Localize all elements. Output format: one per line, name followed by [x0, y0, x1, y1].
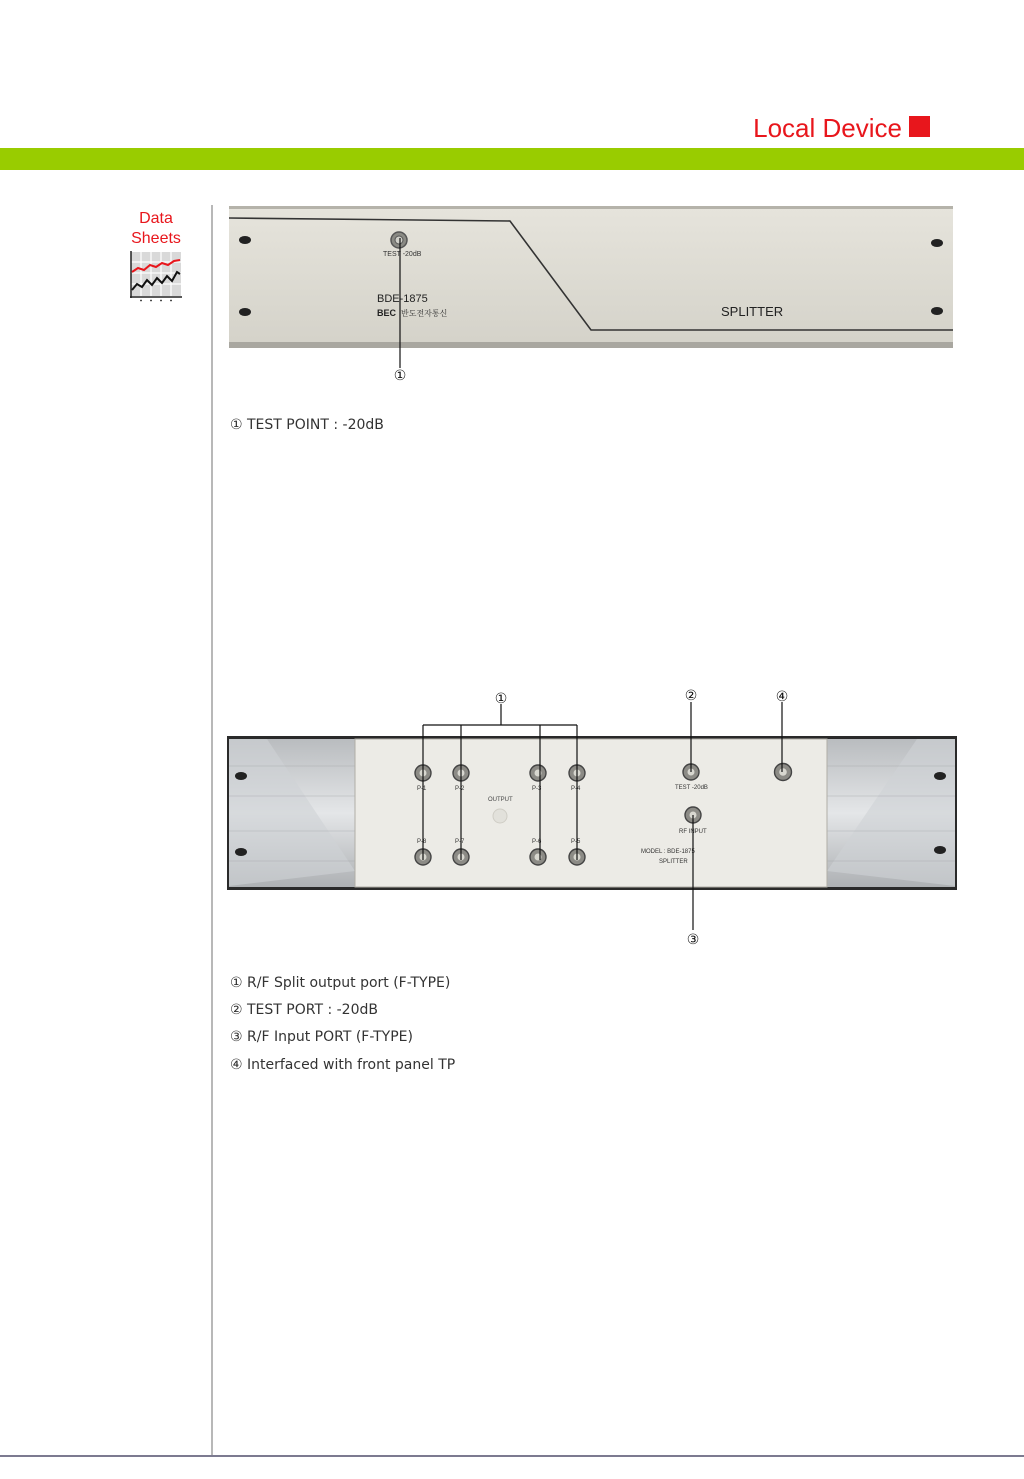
- port-label-p4: P-4: [571, 786, 581, 792]
- rf-input-connector-icon: [685, 807, 701, 823]
- output-label: OUTPUT: [488, 797, 513, 803]
- rear-callout-1: ①: [494, 691, 508, 707]
- front-note: ① TEST POINT : -20dB: [230, 417, 384, 433]
- rear-callout-4: ④: [775, 689, 789, 705]
- header-band: [0, 148, 1024, 170]
- port-label-p7: P-7: [455, 839, 465, 845]
- front-test-label: TEST -20dB: [383, 251, 422, 258]
- front-brand-label: BEC: [377, 308, 397, 318]
- port-connector-icon: [415, 765, 431, 781]
- port-connector-icon: [530, 849, 546, 865]
- port-connector-icon: [569, 849, 585, 865]
- test-connector-icon: [391, 232, 407, 248]
- front-splitter-label: SPLITTER: [721, 304, 784, 319]
- rear-splitter-label: SPLITTER: [659, 859, 688, 865]
- port-label-p5: P-5: [571, 839, 581, 845]
- front-panel-image: [229, 206, 953, 348]
- port-connector-icon: [453, 765, 469, 781]
- test-port-connector-icon: [683, 764, 699, 780]
- rear-test-label: TEST -20dB: [675, 785, 708, 791]
- footer-rule: [0, 1455, 1024, 1457]
- chart-icon: [128, 250, 182, 302]
- port-label-p1: P-1: [417, 786, 427, 792]
- port-label-p3: P-3: [532, 786, 542, 792]
- tp-connector-icon: [775, 764, 792, 781]
- port-connector-icon: [530, 765, 546, 781]
- rear-panel-image: [227, 736, 957, 890]
- rear-callout-3: ③: [686, 932, 700, 948]
- rear-note-2: ② TEST PORT : -20dB: [230, 1002, 378, 1018]
- sidebar-divider: [211, 205, 213, 1455]
- port-connector-icon: [415, 849, 431, 865]
- sidebar-title-line1: Data: [139, 210, 173, 227]
- port-label-p6: P-6: [532, 839, 542, 845]
- rear-model-label: MODEL : BDE-1875: [641, 849, 695, 855]
- port-connector-icon: [569, 765, 585, 781]
- port-label-p8: P-8: [417, 839, 427, 845]
- front-company-label: 반도전자통신: [401, 309, 448, 318]
- title-square-icon: [909, 116, 930, 137]
- front-model-label: BDE-1875: [377, 293, 428, 305]
- rear-note-3: ③ R/F Input PORT (F-TYPE): [230, 1029, 413, 1045]
- front-callout-1: ①: [393, 368, 407, 384]
- rear-note-1: ① R/F Split output port (F-TYPE): [230, 975, 451, 991]
- rear-callout-2: ②: [684, 688, 698, 704]
- page-title: Local Device: [753, 113, 902, 143]
- port-connector-icon: [453, 849, 469, 865]
- rear-note-4: ④ Interfaced with front panel TP: [230, 1057, 456, 1073]
- sidebar-title-line2: Sheets: [131, 230, 181, 247]
- port-label-p2: P-2: [455, 786, 465, 792]
- rf-input-label: RF INPUT: [679, 829, 707, 835]
